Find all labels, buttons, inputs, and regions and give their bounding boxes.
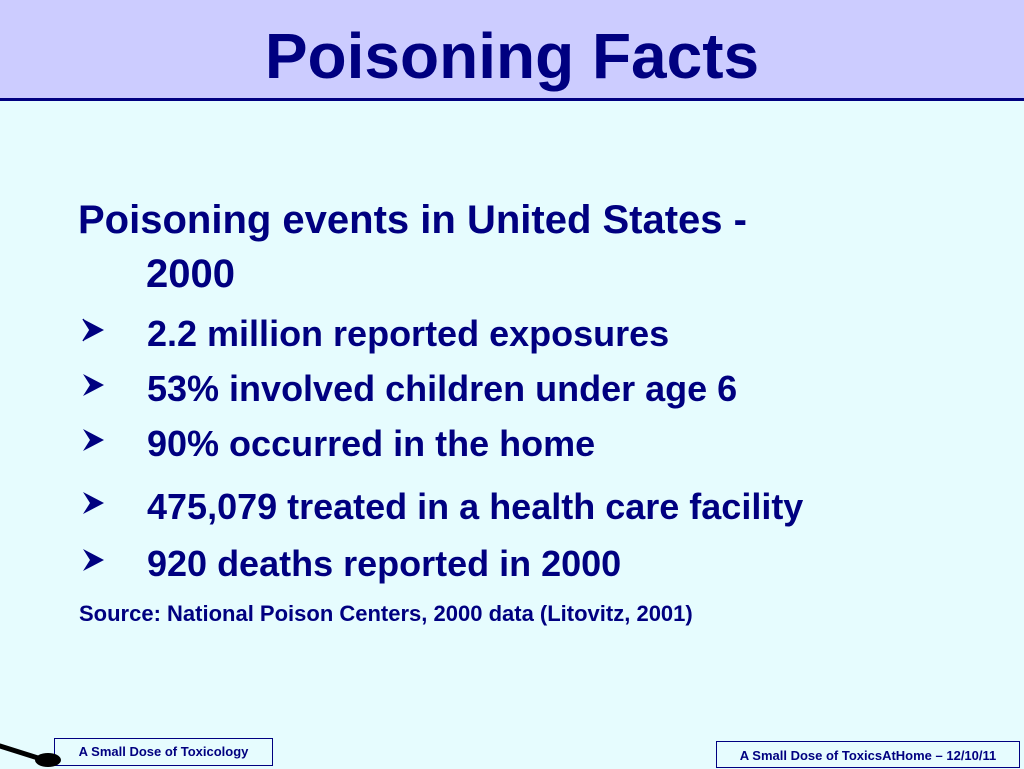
heading-line-1: Poisoning events in United States - (78, 198, 747, 242)
bullet-text: 920 deaths reported in 2000 (147, 543, 622, 584)
arrow-bullet-icon (80, 317, 106, 343)
footer-left (0, 738, 273, 768)
arrow-bullet-icon (80, 372, 106, 398)
footer-right-label: A Small Dose of ToxicsAtHome – 12/10/11 (716, 741, 1020, 768)
bullet-text: 53% involved children under age 6 (147, 368, 738, 409)
slide-heading (78, 193, 878, 301)
arrow-bullet-icon (80, 490, 106, 516)
bullet-item (80, 541, 980, 587)
bullet-item (80, 421, 980, 467)
slide-title: Poisoning Facts (264, 20, 760, 92)
bullet-item (80, 311, 980, 357)
title-bar (0, 0, 1024, 101)
bullet-item (80, 484, 980, 530)
heading-line-2: 2000 (146, 252, 235, 296)
bullet-item (80, 366, 980, 412)
bullet-text: 90% occurred in the home (147, 423, 596, 464)
footer-left-label: A Small Dose of Toxicology (54, 738, 273, 766)
bullet-text: 475,079 treated in a health care facility (147, 486, 804, 527)
arrow-bullet-icon (80, 547, 106, 573)
arrow-bullet-icon (80, 427, 106, 453)
bullet-text: 2.2 million reported exposures (147, 313, 670, 354)
source-citation: Source: National Poison Centers, 2000 data (Litovitz, 2001) (79, 601, 693, 626)
spoon-icon (0, 738, 64, 768)
